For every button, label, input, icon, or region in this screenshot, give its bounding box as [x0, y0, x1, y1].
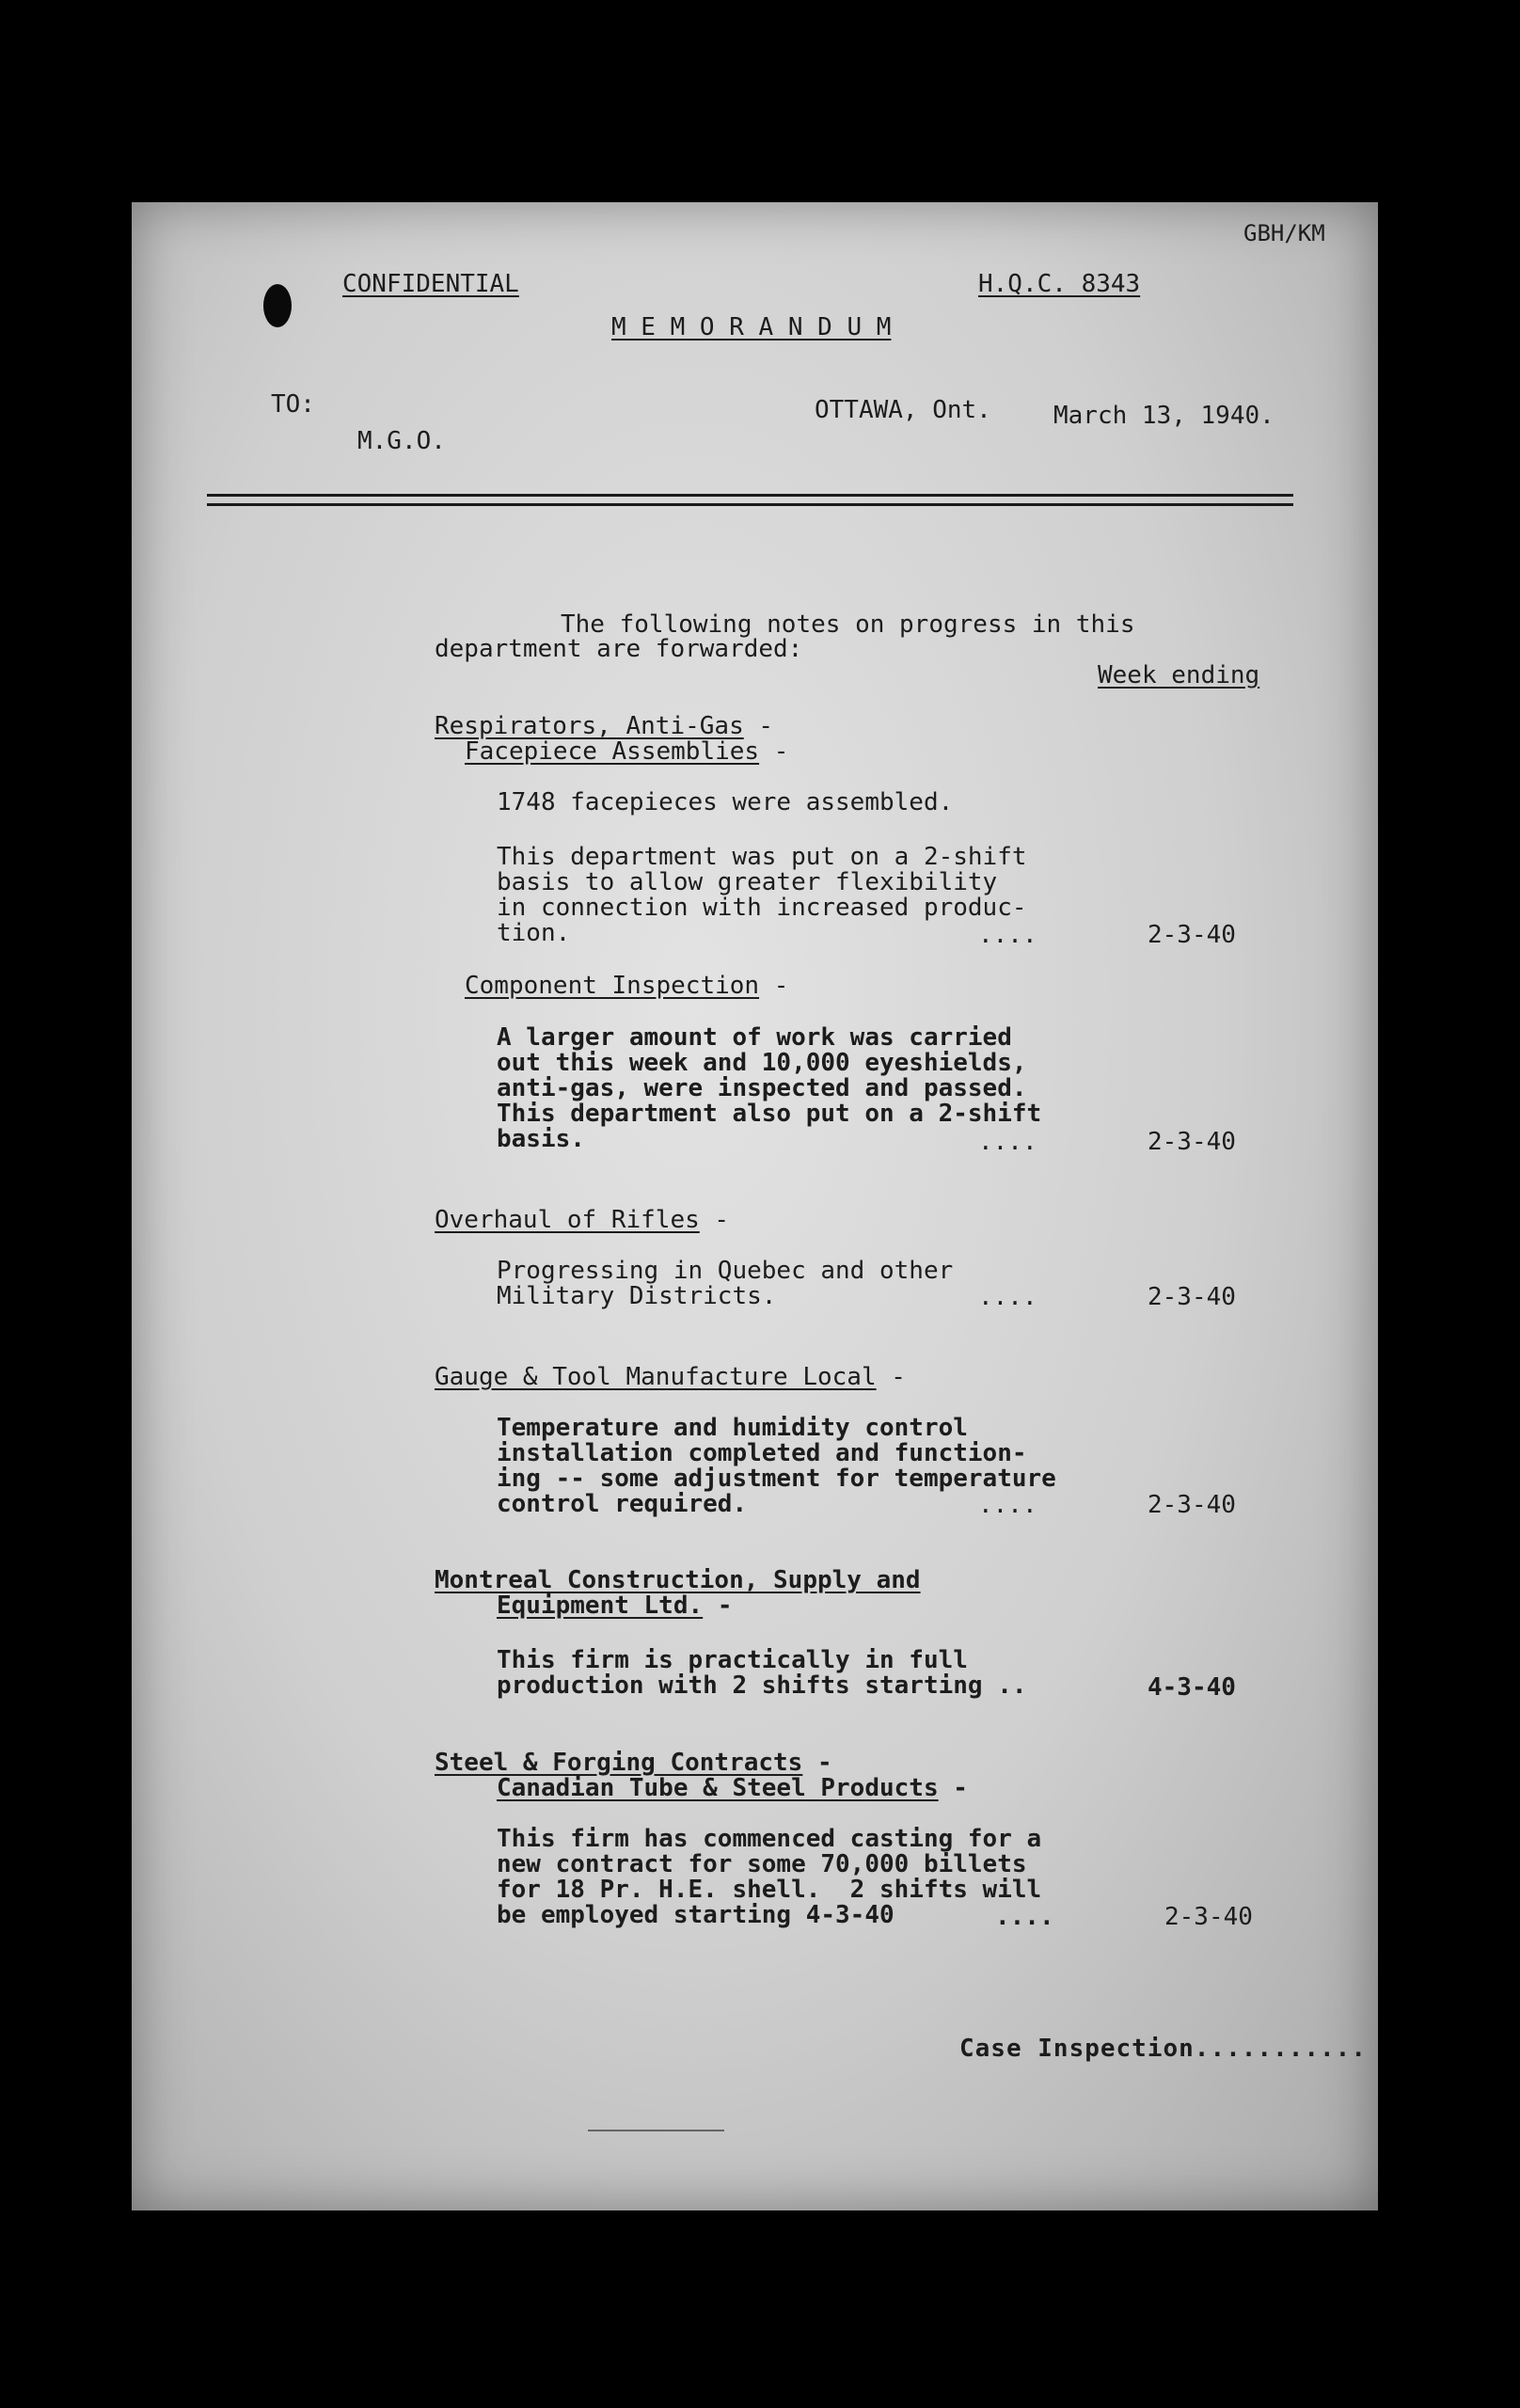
- entry-dots: ....: [978, 1283, 1037, 1311]
- place: OTTAWA, Ont.: [815, 396, 991, 424]
- file-reference: H.Q.C. 8343: [978, 270, 1141, 298]
- memo-date: March 13, 1940.: [1053, 402, 1275, 430]
- recipient: M.G.O.: [357, 427, 446, 455]
- entry-dots: ....: [995, 1903, 1054, 1931]
- section-heading: Overhaul of Rifles -: [435, 1206, 730, 1234]
- header-rule-bottom: [207, 503, 1293, 506]
- entry-date: 2-3-40: [1148, 1283, 1236, 1311]
- section-subheading: Equipment Ltd. -: [497, 1592, 733, 1620]
- memo-title: M E M O R A N D U M: [611, 313, 892, 341]
- classification-label: CONFIDENTIAL: [342, 270, 519, 298]
- pencil-mark: [588, 2130, 724, 2131]
- entry-text: Progressing in Quebec and other Military Districts.: [497, 1257, 954, 1310]
- intro-line-2: department are forwarded:: [435, 635, 803, 663]
- section-heading: Montreal Construction, Supply and: [435, 1566, 921, 1594]
- punch-hole-mark: [263, 284, 292, 327]
- entry-date: 2-3-40: [1148, 1128, 1236, 1156]
- entry-text: This firm is practically in full production with 2 shifts starting ..: [497, 1646, 1027, 1700]
- section-subheading: Facepiece Assemblies -: [465, 737, 789, 766]
- entry-date: 4-3-40: [1148, 1673, 1236, 1702]
- header-rule-top: [207, 494, 1293, 497]
- entry-text: Temperature and humidity control installation completed and function- ing -- some adjustment for temperature control required.: [497, 1414, 1056, 1518]
- entry-dots: ....: [978, 921, 1037, 949]
- entry-text: This department was put on a 2-shift basis to allow greater flexibility in connection with increased produc- tion.: [497, 843, 1027, 947]
- continuation-note: Case Inspection...........: [959, 2035, 1367, 2063]
- entry-date: 2-3-40: [1148, 1491, 1236, 1519]
- intro-line-1: The following notes on progress in this: [561, 610, 1135, 639]
- to-label: TO:: [271, 390, 315, 419]
- section-heading: Gauge & Tool Manufacture Local -: [435, 1363, 906, 1391]
- entry-date: 2-3-40: [1148, 921, 1236, 949]
- entry-dots: ....: [978, 1491, 1037, 1519]
- week-ending-header: Week ending: [1098, 661, 1260, 689]
- section-subheading: Canadian Tube & Steel Products -: [497, 1774, 968, 1802]
- section-subheading: Component Inspection -: [465, 972, 789, 1000]
- section-heading: Respirators, Anti-Gas -: [435, 712, 774, 740]
- entry-text: This firm has commenced casting for a new contract for some 70,000 billets for 18 Pr. H.E. shell. 2 shifts will be employed starting 4-3-40: [497, 1825, 1042, 1929]
- initials: GBH/KM: [1243, 220, 1325, 246]
- entry-text: A larger amount of work was carried out this week and 10,000 eyeshields, anti-gas, were inspected and passed. This department also put on a 2-shift basis.: [497, 1023, 1042, 1153]
- section-heading: Steel & Forging Contracts -: [435, 1749, 832, 1777]
- entry-date: 2-3-40: [1164, 1903, 1253, 1931]
- entry-dots: ....: [978, 1128, 1037, 1156]
- entry-text: 1748 facepieces were assembled.: [497, 788, 954, 816]
